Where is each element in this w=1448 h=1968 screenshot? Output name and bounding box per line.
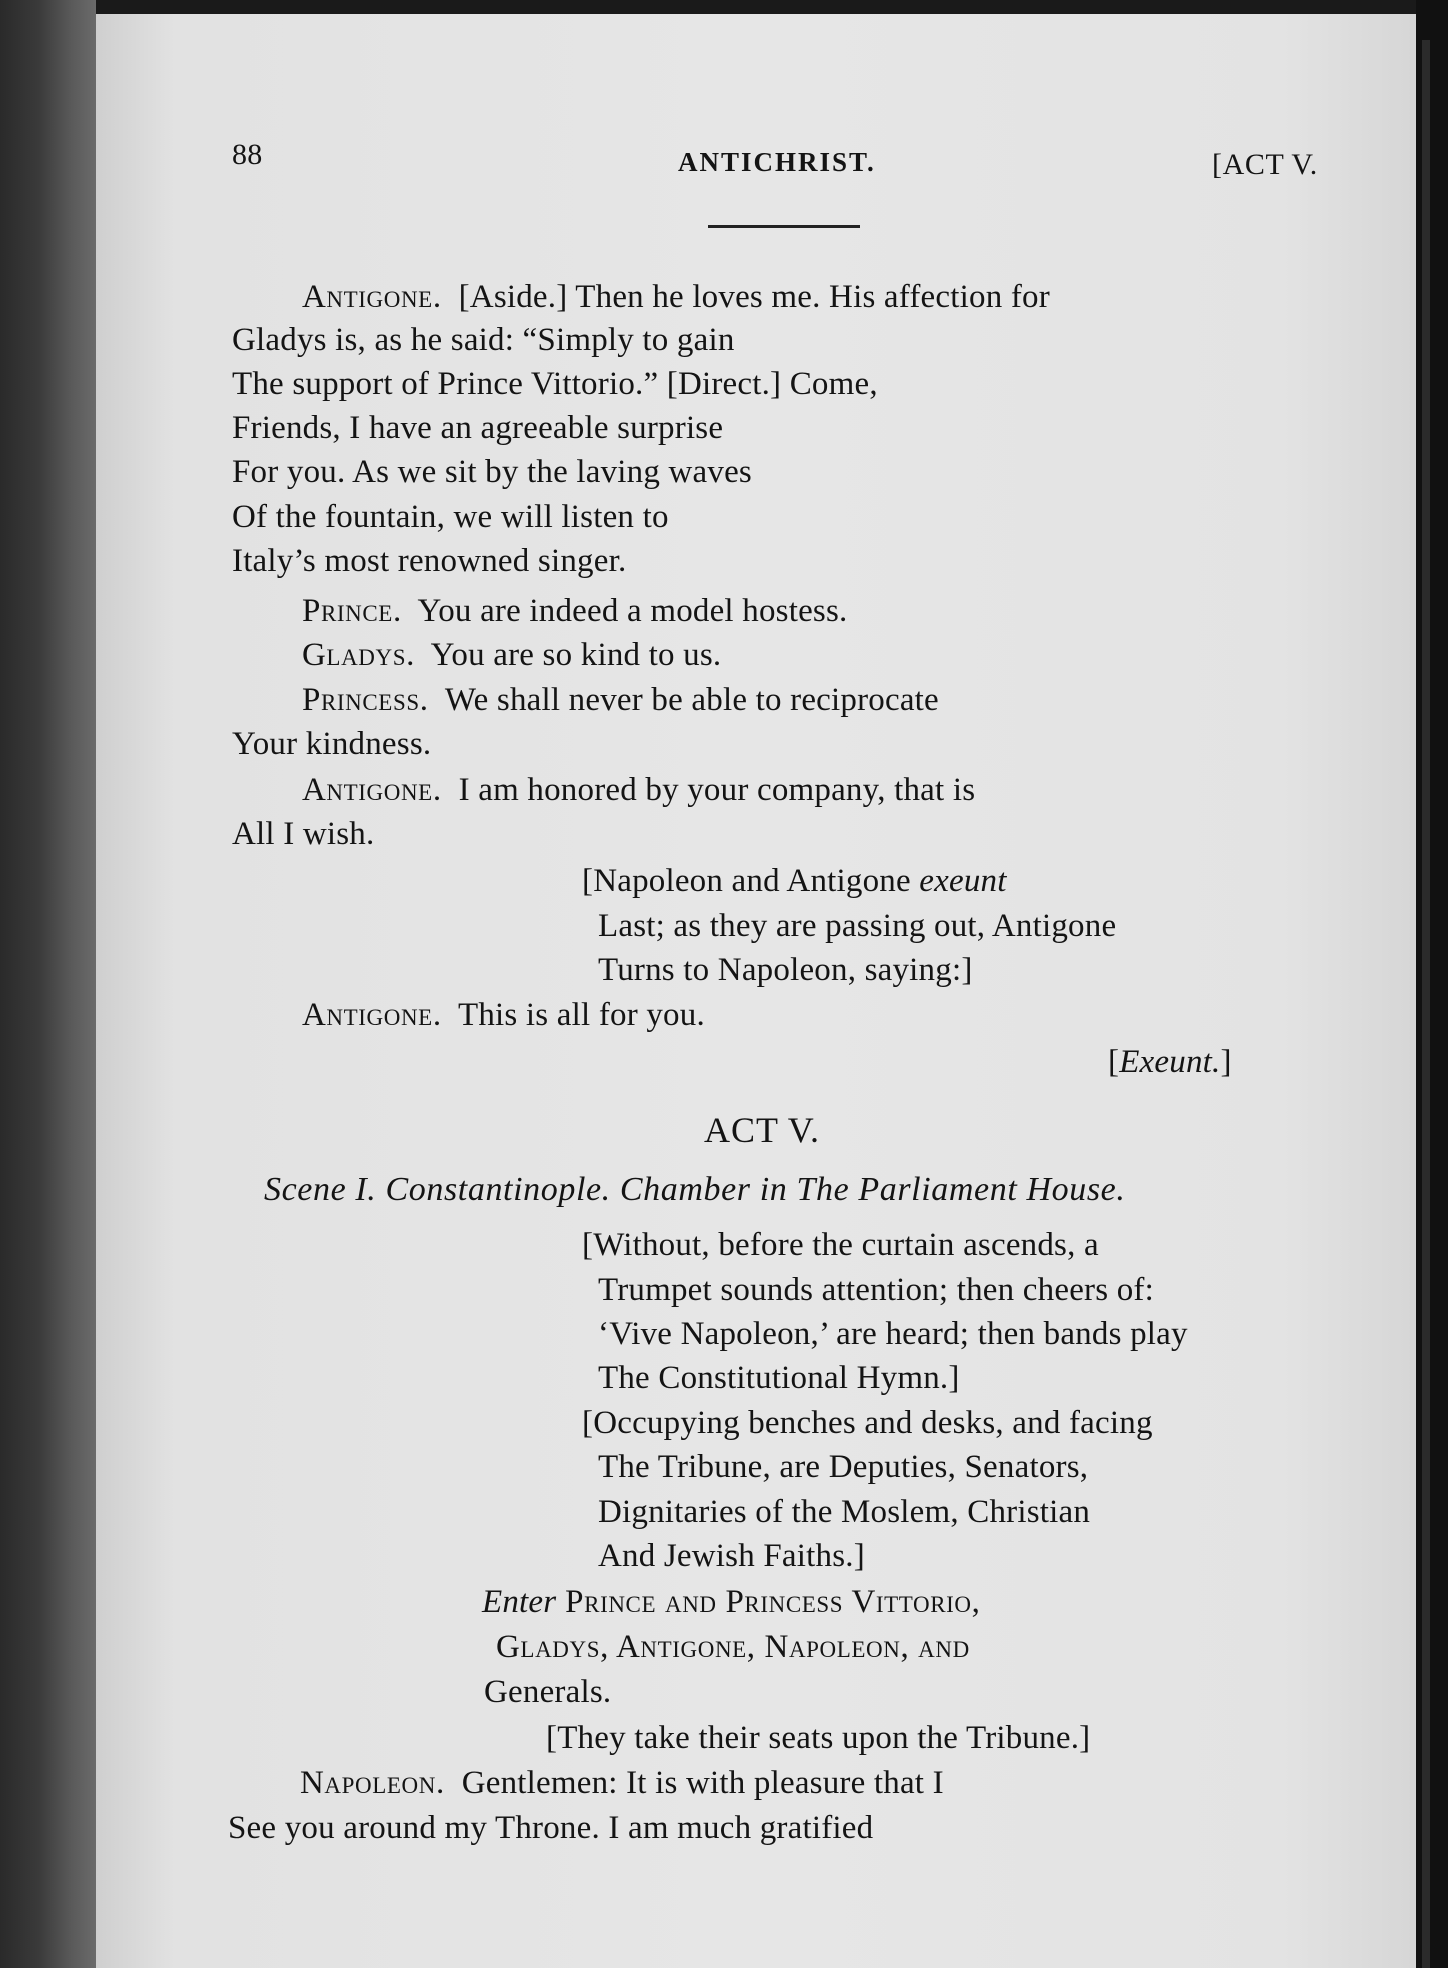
entrance-characters: Prince and Princess Vittorio,: [556, 1584, 981, 1620]
speaker-name: Princess.: [302, 682, 429, 718]
dialogue-line: [302, 591, 847, 631]
verse-line: Friends, I have an agreeable surprise: [232, 410, 724, 446]
exeunt-text: Exeunt.: [1119, 1044, 1221, 1080]
page-edge-border: [1416, 0, 1448, 1968]
stage-direction: [They take their seats upon the Tribune.]: [546, 1720, 1091, 1756]
stage-direction: ‘Vive Napoleon,’ are heard; then bands play: [598, 1316, 1188, 1352]
speech-text: You are indeed a model hostess.: [417, 593, 848, 629]
verse-line: The support of Prince Vittorio.” [Direct.] Come,: [232, 366, 878, 402]
stage-direction: Dignitaries of the Moslem, Christian: [598, 1494, 1091, 1530]
stage-direction: [582, 861, 1007, 901]
dialogue-line: [302, 680, 939, 720]
stage-direction: And Jewish Faiths.]: [598, 1538, 865, 1574]
speech-text: We shall never be able to reciprocate: [444, 682, 939, 718]
speech-text: I am honored by your company, that is: [458, 772, 976, 808]
book-spine-shadow: [0, 0, 96, 1968]
speaker-name: Antigone.: [302, 997, 442, 1033]
stage-direction: The Constitutional Hymn.]: [598, 1360, 960, 1396]
stage-direction-text: [Napoleon and Antigone: [582, 863, 920, 899]
running-title: ANTICHRIST.: [678, 147, 876, 177]
dialogue-line: [302, 635, 721, 675]
scene-heading: Scene I. Constantinople. Chamber in The Parliament House.: [264, 1171, 1126, 1208]
stage-direction: [Without, before the curtain ascends, a: [582, 1227, 1099, 1263]
verse-line: Italy’s most renowned singer.: [232, 543, 627, 579]
verse-line: For you. As we sit by the laving waves: [232, 454, 752, 490]
speech-text: You are so kind to us.: [430, 637, 722, 673]
dialogue-line: [302, 277, 1050, 317]
verse-line: See you around my Throne. I am much gratified: [228, 1810, 874, 1846]
header-rule: [708, 225, 860, 228]
verse-line: Your kindness.: [232, 726, 432, 762]
speaker-name: Prince.: [302, 593, 402, 629]
speaker-name: Antigone.: [302, 279, 442, 315]
entrance-characters: Generals.: [484, 1674, 612, 1710]
verse-line: All I wish.: [232, 816, 375, 852]
speech-text: Gentlemen: It is with pleasure that I: [461, 1765, 944, 1801]
dialogue-line: [302, 770, 975, 810]
speech-text: This is all for you.: [458, 997, 705, 1033]
speaker-name: Gladys.: [302, 637, 415, 673]
stage-direction: [Occupying benches and desks, and facing: [582, 1405, 1153, 1441]
dialogue-line: [300, 1763, 944, 1803]
speech-text: [Aside.] Then he loves me. His affection for: [458, 279, 1050, 315]
verse-line: Of the fountain, we will listen to: [232, 499, 669, 535]
act-title: ACT V.: [704, 1110, 821, 1150]
stage-direction: Turns to Napoleon, saying:]: [598, 952, 973, 988]
entrance-characters: Gladys, Antigone, Napoleon, and: [496, 1629, 970, 1665]
stage-direction: Last; as they are passing out, Antigone: [598, 908, 1117, 944]
stage-direction: Trumpet sounds attention; then cheers of:: [598, 1272, 1154, 1308]
act-marker: [ACT V.: [1212, 148, 1318, 181]
dialogue-line: [302, 995, 705, 1035]
page-number: 88: [232, 138, 263, 171]
exeunt-direction: [1108, 1042, 1232, 1082]
bracket: [: [1108, 1044, 1120, 1080]
enter-keyword: Enter: [482, 1584, 557, 1620]
speaker-name: Napoleon.: [300, 1765, 445, 1801]
stage-direction-emphasis: exeunt: [919, 863, 1007, 899]
entrance-direction: [482, 1582, 981, 1622]
bracket: ]: [1220, 1044, 1232, 1080]
stage-direction: The Tribune, are Deputies, Senators,: [598, 1449, 1089, 1485]
speaker-name: Antigone.: [302, 772, 442, 808]
verse-line: Gladys is, as he said: “Simply to gain: [232, 322, 735, 358]
